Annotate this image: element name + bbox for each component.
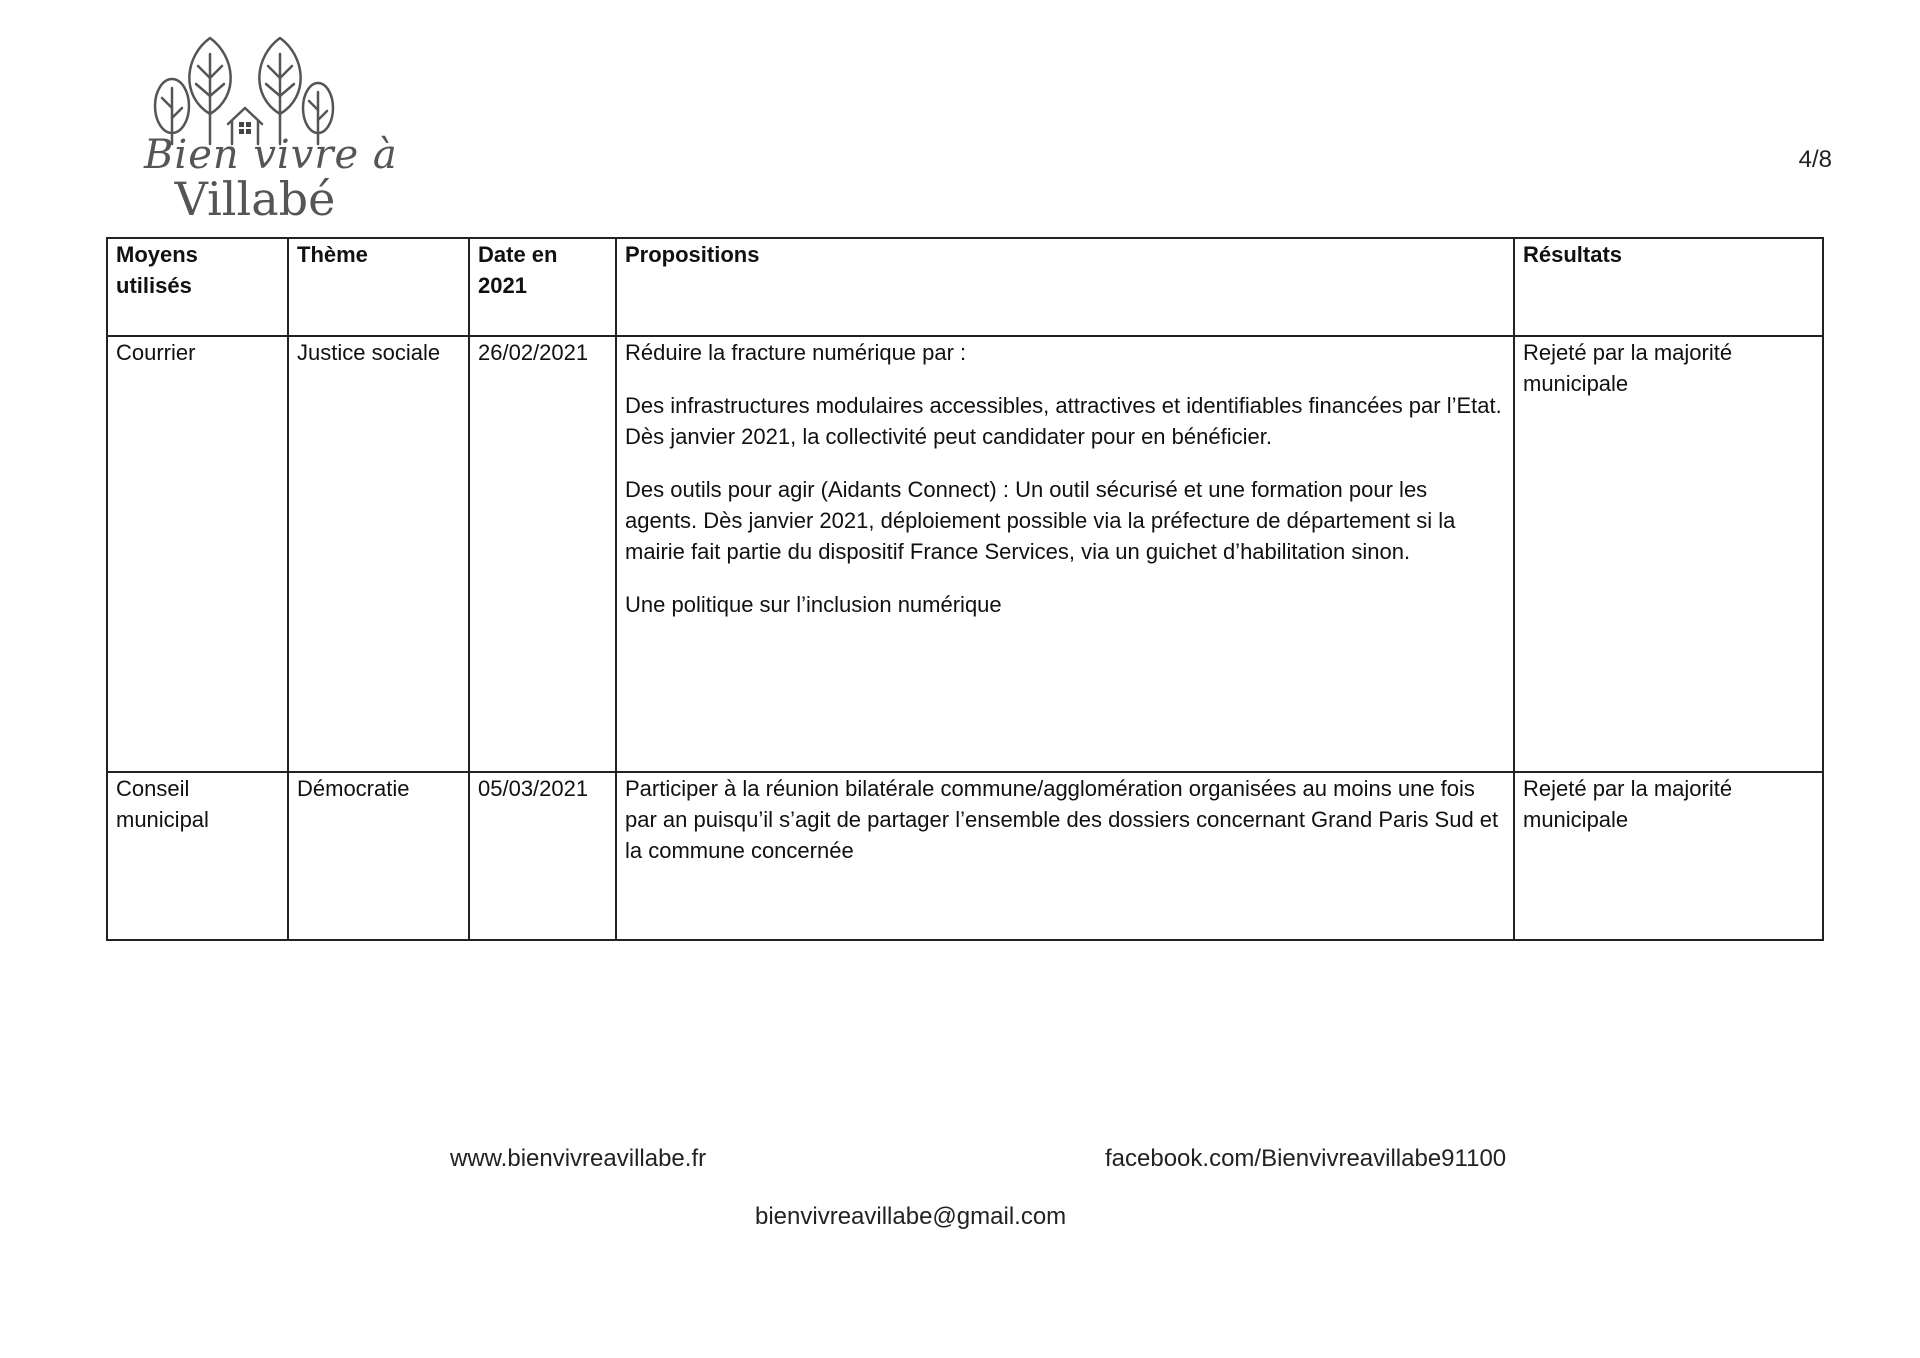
cell-theme: Justice sociale: [288, 336, 469, 772]
propositions-table: [106, 237, 1824, 941]
page-number: 4/8: [1798, 146, 1832, 173]
header-date: Date en 2021: [469, 238, 616, 336]
proposition-paragraph: Des infrastructures modulaires accessibles, attractives et identifiables financées par l’Etat. Dès janvier 2021, la collectivité peut candidater pour en bénéficier.: [625, 393, 1502, 449]
header-theme: Thème: [288, 238, 469, 336]
proposition-paragraph: Des outils pour agir (Aidants Connect) : Un outil sécurisé et une formation pour les agents. Dès janvier 2021, déploiement possible via la préfecture de département si la mairie fait partie du dispositif France Services, via un guichet d’habilitation sinon.: [625, 477, 1456, 564]
proposition-paragraph: Réduire la fracture numérique par :: [625, 340, 967, 365]
table-row: [107, 772, 1823, 940]
cell-theme: Démocratie: [288, 772, 469, 940]
footer-facebook-link[interactable]: facebook.com/Bienvivreavillabe91100: [1105, 1145, 1507, 1172]
cell-resultats: Rejeté par la majorité municipale: [1514, 772, 1823, 940]
cell-propositions: [616, 336, 1514, 772]
header-moyens: Moyens utilisés: [107, 238, 288, 336]
proposition-paragraph: Participer à la réunion bilatérale commune/agglomération organisées au moins une fois par an puisqu’il s’agit de partager l’ensemble des dossiers concernant Grand Paris Sud et la commune concernée: [625, 776, 1499, 863]
table-row: [107, 336, 1823, 772]
cell-moyens: Conseil municipal: [107, 772, 288, 940]
footer-website-link[interactable]: www.bienvivreavillabe.fr: [450, 1145, 707, 1172]
footer-email-link[interactable]: bienvivreavillabe@gmail.com: [755, 1203, 1067, 1230]
trees-house-icon: [140, 36, 375, 146]
cell-resultats: Rejeté par la majorité municipale: [1514, 336, 1823, 772]
proposition-paragraph: Une politique sur l’inclusion numérique: [625, 592, 1002, 617]
header-resultats: Résultats: [1514, 238, 1823, 336]
table-header-row: [107, 238, 1823, 336]
logo-text-line1: Bien vivre à: [144, 132, 398, 178]
cell-moyens: Courrier: [107, 336, 288, 772]
cell-date: 05/03/2021: [469, 772, 616, 940]
header-propositions: Propositions: [616, 238, 1514, 336]
logo-text-line2: Villabé: [174, 172, 336, 226]
logo: [140, 36, 398, 226]
cell-date: 26/02/2021: [469, 336, 616, 772]
cell-propositions: [616, 772, 1514, 940]
